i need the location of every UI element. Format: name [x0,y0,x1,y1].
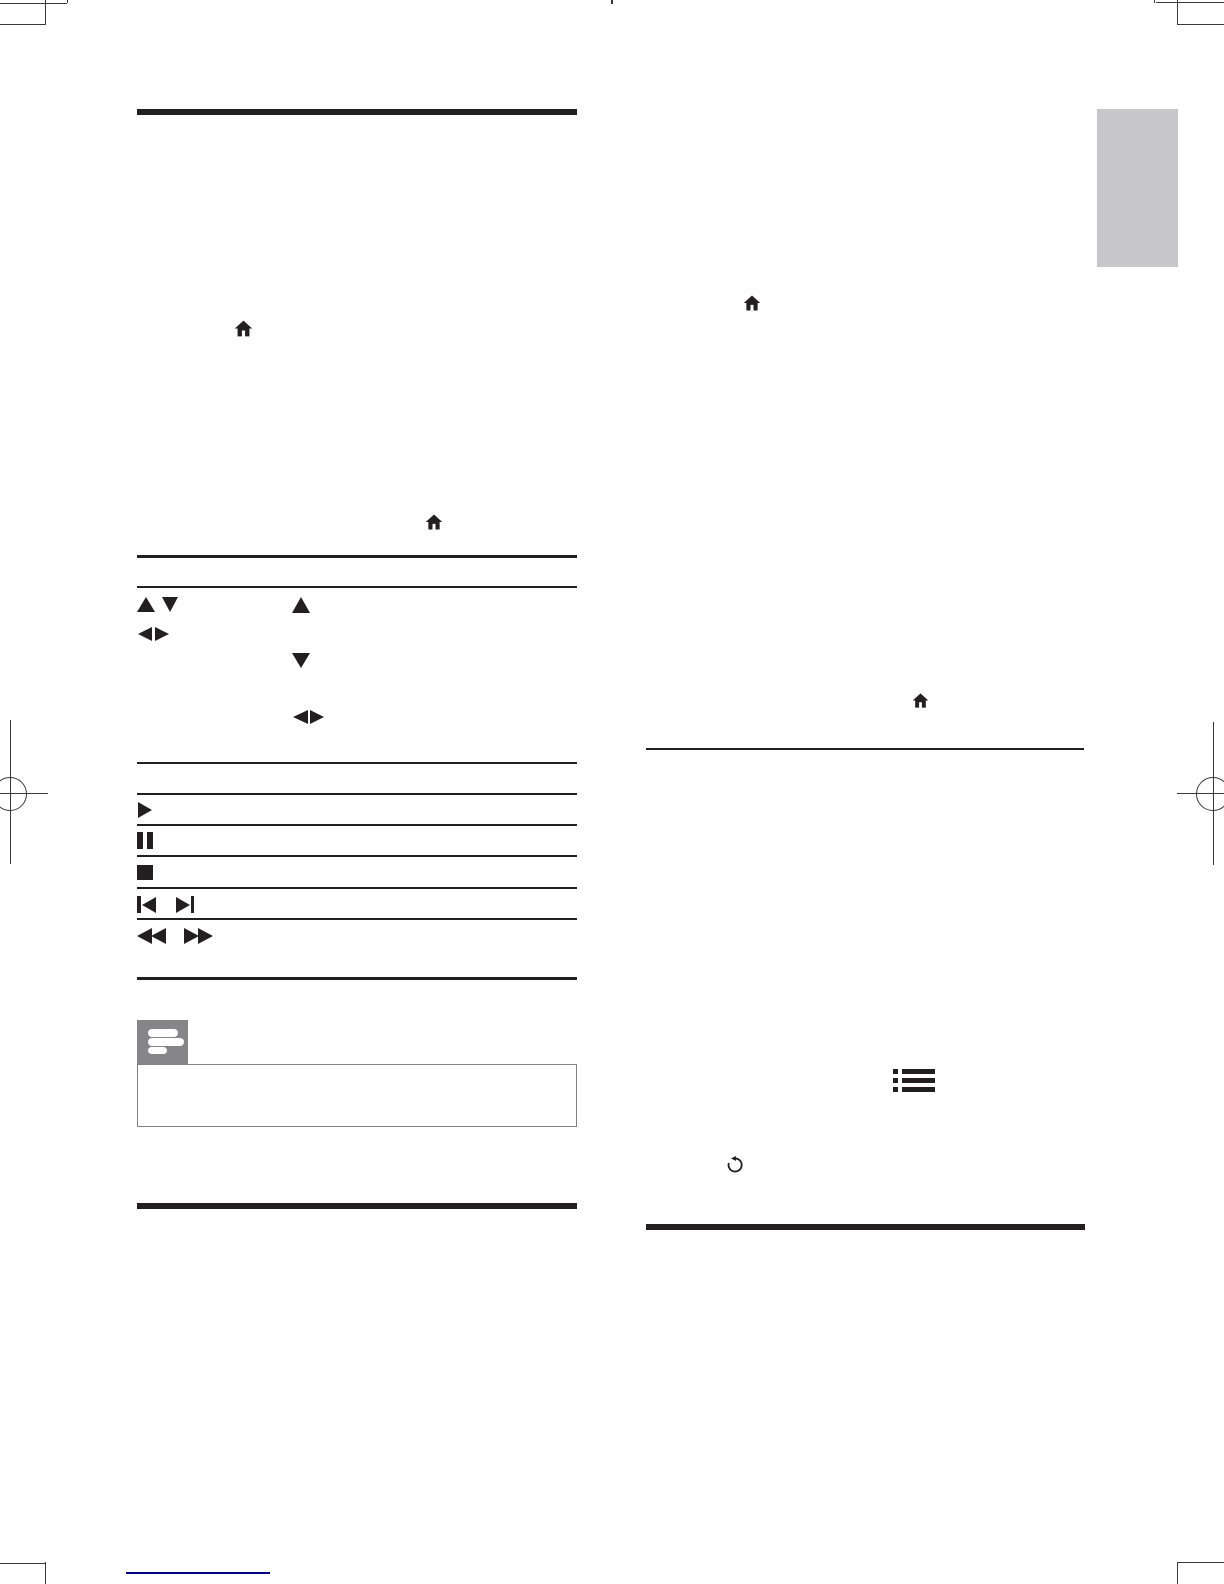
home-icon [743,294,761,312]
skip-cell [137,896,194,913]
registration-circle-left [0,777,27,811]
table-row-divider [646,748,1084,750]
table-row-divider [137,918,577,920]
note-icon [137,1020,188,1064]
play-icon [138,802,152,818]
table-top-rule [137,555,577,558]
table-row-divider [137,887,577,889]
right-arrow-icon [155,627,169,641]
up-arrow-icon [292,597,310,613]
skip-next-icon [176,897,190,913]
crop-mark [45,1562,46,1584]
crop-mark [1154,0,1155,3]
skip-previous-icon [137,896,141,913]
crop-mark [45,0,46,25]
back-icon [726,1156,744,1174]
crop-mark [0,3,67,4]
crop-mark [0,1563,45,1564]
up-arrow-cell [292,597,310,613]
left-right-arrows [138,627,169,641]
left-arrow-icon [293,710,308,724]
crop-mark [1177,24,1224,25]
rewind-icon [137,928,152,944]
pause-cell [137,832,153,849]
crop-mark [611,0,613,4]
home-icon [912,692,929,709]
table-row-divider [137,793,577,795]
down-arrow-icon [292,653,310,668]
crop-mark [1177,1562,1224,1563]
fast-forward-icon [184,928,199,944]
crop-mark [0,24,45,25]
registration-circle-right [1196,777,1224,811]
stop-cell [137,865,153,880]
crop-mark [1177,1562,1178,1584]
play-cell [138,802,152,818]
home-icon [425,513,443,531]
crop-mark [1156,2,1224,3]
table-row-divider [137,855,577,857]
crop-mark [1177,0,1178,25]
stop-icon [137,865,153,880]
table-row-divider [137,586,577,588]
right-arrow-icon [310,710,324,724]
left-right-arrow-cell [293,710,324,724]
section-heading-rule [137,1203,577,1209]
language-tab [1097,109,1178,267]
table-row-divider [137,824,577,826]
crop-mark [67,0,68,3]
hyperlink-underline[interactable] [126,1572,270,1574]
note-box [137,1064,577,1127]
section-heading-rule [137,109,577,115]
left-arrow-icon [138,627,152,641]
pause-icon [137,832,143,849]
down-arrow-icon [162,597,178,612]
options-list-icon [893,1069,935,1096]
up-down-arrows [137,597,178,612]
home-icon [234,319,253,338]
table-row-divider [137,762,577,764]
down-arrow-cell [292,653,310,668]
seek-cell [137,928,213,944]
table-bottom-rule [137,977,577,980]
section-heading-rule [646,1224,1085,1230]
up-arrow-icon [137,597,155,612]
